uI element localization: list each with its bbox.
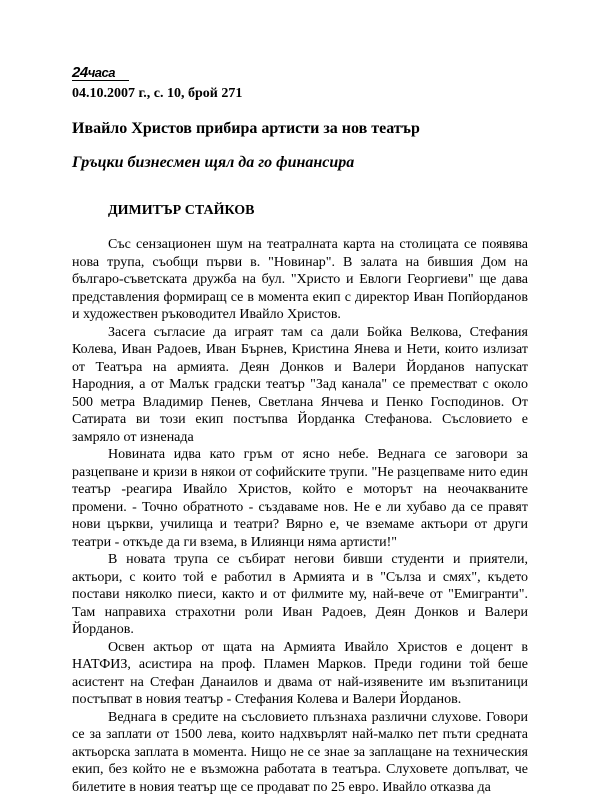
paragraph-6: Веднага в средите на съсловието плъзнаха различни слухове. Говори се за заплати от 1500 лева, които надхвърлят най-малко пет пъти средната актьорска заплата в момента. Нищо не се знае за заплащане на техническия екип, без който не е възможна работата в театъра. Слуховете допълват, че билетите в новия театър ще се продават по 25 евро. Ивайло отказва да (72, 709, 528, 795)
newspaper-logo (72, 66, 129, 81)
logo-number: 24 (72, 64, 88, 81)
paragraph-4: В новата трупа се събират негови бивши студенти и приятели, актьори, с които той е работил в Армията и в "Сълза и смях", където постави няколко пиеси, както и от филмите му, най-вече от "Емигранти". Там направиха страхотни роли Иван Радоев, Деян Донков и Валери Йорданов. (72, 552, 528, 637)
article-body (72, 236, 528, 796)
article-subheadline: Гръцки бизнесмен щял да го финансира (72, 154, 355, 171)
paragraph-3: Новината идва като гръм от ясно небе. Веднага се заговори за разцепване и кризи в някои от софийските трупи. "Не разцепваме нито един театър -реагира Ивайло Христов, който е моторът на неочакваните промени. - Точно обратното - създаваме нов. Не е ли хубаво да се правят нови църкви, училища и театри? Вярно е, че вземаме актьори от други театри - откъде да ги вземa, в Илиянци няма артисти!" (72, 447, 528, 550)
article-headline: Ивайло Христов прибира артисти за нов театър (72, 120, 420, 137)
article-author: ДИМИТЪР СТАЙКОВ (108, 203, 255, 218)
paragraph-2: Засега съгласие да играят там са дали Бойка Велкова, Стефания Колева, Иван Радоев, Иван Бърнев, Кристина Янева и Нети, които излизат от Театъра на армията. Деян Донков и Валери Йорданов напускат Народния, а от Малък градски театър "Зад канала" се преместват с около 500 метра Владимир Пенев, Светлана Янчева и Пенко Господинов. От Сатирата ви този екип постъпва Йорданка Стефанова. Съсловието е замряло от изненада (72, 324, 528, 445)
issue-line: 04.10.2007 г., с. 10, брой 271 (72, 86, 243, 101)
document-page (72, 64, 528, 796)
paragraph-1: Със сензационен шум на театралната карта на столицата се появява нова трупа, съобщи първи в. "Новинар". В залата на бившия Дом на българо-съветската дружба на бул. "Христо и Евлоги Георгиеви" ще дава представления формиращ се в момента екип с директор Иван Попйорданов и художествен ръководител Ивайло Христов. (72, 237, 528, 322)
logo-word: часа (87, 65, 115, 80)
paragraph-5: Освен актьор от щата на Армията Ивайло Христов е доцент в НАТФИЗ, асистира на проф. Пламен Марков. Преди години той беше асистент на Стефан Данаилов и двама от най-изявените им възпитаници постъпват в новия театър - Стефания Колева и Валери Йорданов. (72, 639, 528, 707)
